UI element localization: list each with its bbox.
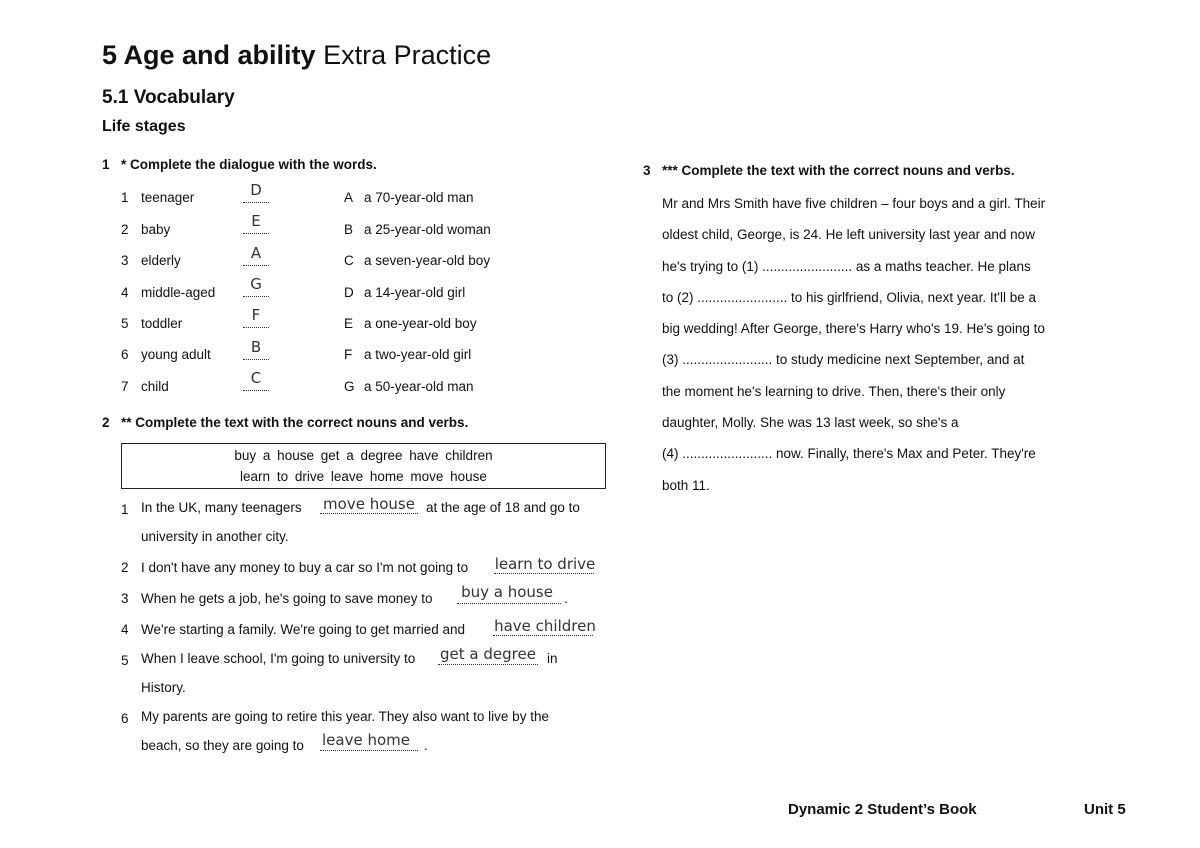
ex1-letter: C — [344, 253, 354, 268]
ex3-line: both 11. — [662, 478, 710, 493]
ex2-sentence: I don't have any money to buy a car so I'm not going to — [141, 560, 469, 575]
ex2-answer-line — [438, 664, 538, 665]
ex1-letter: B — [344, 222, 354, 237]
ex1-answer-line — [243, 233, 269, 234]
ex2-answer[interactable]: move house — [323, 495, 415, 513]
ex1-answer-line — [243, 359, 269, 360]
ex2-answer-line — [457, 603, 561, 604]
ex1-letter: D — [344, 285, 354, 300]
ex1-item-number: 1 — [121, 190, 129, 205]
ex1-answer[interactable]: C — [250, 369, 262, 387]
ex1-word: elderly — [141, 253, 181, 268]
ex2-sentence-end: at the age of 18 and go to — [426, 500, 580, 515]
ex2-instruction: ** Complete the text with the correct nouns and verbs. — [121, 415, 469, 430]
ex2-answer-line — [320, 513, 418, 514]
ex1-instruction: * Complete the dialogue with the words. — [121, 157, 377, 172]
ex2-answer[interactable]: get a degree — [440, 645, 536, 663]
word-box — [121, 443, 606, 489]
ex1-answer[interactable]: E — [251, 212, 261, 230]
ex2-sentence-end: . — [564, 591, 568, 606]
page-title: 5 Age and ability Extra Practice — [102, 40, 492, 70]
ex1-letter: G — [344, 379, 355, 394]
ex2-answer[interactable]: buy a house — [461, 583, 553, 601]
ex2-item-number: 2 — [121, 560, 129, 575]
ex1-definition: a two-year-old girl — [364, 347, 472, 362]
footer-unit: Unit 5 — [1084, 801, 1126, 818]
ex1-number: 1 — [102, 157, 110, 172]
ex1-word: teenager — [141, 190, 195, 205]
ex1-word: young adult — [141, 347, 211, 362]
ex1-item-number: 2 — [121, 222, 129, 237]
ex2-sentence: When I leave school, I'm going to university to — [141, 651, 416, 666]
subsection-heading: Life stages — [102, 118, 186, 135]
ex1-definition: a 70-year-old man — [364, 190, 474, 205]
ex1-item-number: 4 — [121, 285, 129, 300]
ex1-letter: F — [344, 347, 353, 362]
ex1-answer[interactable]: G — [250, 275, 262, 293]
ex1-answer-line — [243, 265, 269, 266]
ex2-answer[interactable]: learn to drive — [494, 555, 596, 573]
ex3-line: (4) ........................ now. Finally, there's Max and Peter. They're — [662, 446, 1036, 461]
ex3-line: big wedding! After George, there's Harry who's 19. He's going to — [662, 321, 1045, 336]
ex1-item-number: 6 — [121, 347, 129, 362]
ex2-sentence: When he gets a job, he's going to save money to — [141, 591, 433, 606]
ex2-answer-line — [494, 573, 594, 574]
ex1-word: middle-aged — [141, 285, 216, 300]
ex1-word: toddler — [141, 316, 183, 331]
word-box-line: buy a house get a degree have children — [234, 448, 493, 463]
ex1-definition: a 50-year-old man — [364, 379, 474, 394]
footer-book-title: Dynamic 2 Student’s Book — [788, 801, 977, 818]
ex3-line: the moment he's learning to drive. Then, there's their only — [662, 384, 1006, 399]
ex2-item-number: 1 — [121, 502, 129, 517]
ex3-line: (3) ........................ to study medicine next September, and at — [662, 352, 1025, 367]
ex1-answer-line — [243, 327, 269, 328]
word-box-line: learn to drive leave home move house — [240, 469, 487, 484]
ex2-answer[interactable]: have children — [494, 617, 596, 635]
ex1-item-number: 7 — [121, 379, 129, 394]
ex3-line: Mr and Mrs Smith have five children – four boys and a girl. Their — [662, 196, 1046, 211]
ex2-sentence-end: in — [547, 651, 558, 666]
ex1-answer[interactable]: D — [250, 181, 262, 199]
ex3-line: he's trying to (1) ........................ as a maths teacher. He plans — [662, 259, 1031, 274]
ex2-answer-line — [493, 635, 593, 636]
ex1-answer[interactable]: B — [250, 338, 262, 356]
ex1-word: baby — [141, 222, 171, 237]
ex2-number: 2 — [102, 415, 110, 430]
ex1-definition: a one-year-old boy — [364, 316, 477, 331]
ex2-sentence: In the UK, many teenagers — [141, 500, 302, 515]
ex2-sentence: We're starting a family. We're going to get married and — [141, 622, 466, 637]
ex3-line: oldest child, George, is 24. He left university last year and now — [662, 227, 1035, 242]
ex3-line: daughter, Molly. She was 13 last week, so she's a — [662, 415, 959, 430]
ex2-item-number: 5 — [121, 653, 129, 668]
ex1-definition: a 14-year-old girl — [364, 285, 466, 300]
ex1-item-number: 3 — [121, 253, 129, 268]
ex1-definition: a seven-year-old boy — [364, 253, 491, 268]
ex2-sentence-cont: beach, so they are going to — [141, 738, 304, 753]
ex1-answer-line — [243, 296, 269, 297]
ex2-sentence: My parents are going to retire this year. They also want to live by the — [141, 709, 549, 724]
ex3-number: 3 — [643, 163, 651, 178]
ex1-answer-line — [243, 390, 269, 391]
ex1-item-number: 5 — [121, 316, 129, 331]
ex2-item-number: 3 — [121, 591, 129, 606]
ex2-item-number: 6 — [121, 711, 129, 726]
ex1-answer-line — [243, 202, 269, 203]
ex1-letter: A — [344, 190, 354, 205]
ex2-sentence-cont: History. — [141, 680, 186, 695]
ex1-answer[interactable]: F — [251, 306, 261, 324]
ex1-answer[interactable]: A — [250, 244, 262, 262]
ex3-line: to (2) ........................ to his girlfriend, Olivia, next year. It'll be a — [662, 290, 1036, 305]
ex2-sentence-cont: university in another city. — [141, 529, 289, 544]
ex2-item-number: 4 — [121, 622, 129, 637]
ex1-letter: E — [344, 316, 354, 331]
ex2-answer-line — [320, 750, 418, 751]
ex3-instruction: *** Complete the text with the correct nouns and verbs. — [662, 163, 1015, 178]
ex2-sentence-end: . — [424, 738, 428, 753]
ex2-answer[interactable]: leave home — [322, 731, 410, 749]
ex1-word: child — [141, 379, 169, 394]
ex1-definition: a 25-year-old woman — [364, 222, 491, 237]
section-heading: 5.1 Vocabulary — [102, 87, 235, 108]
